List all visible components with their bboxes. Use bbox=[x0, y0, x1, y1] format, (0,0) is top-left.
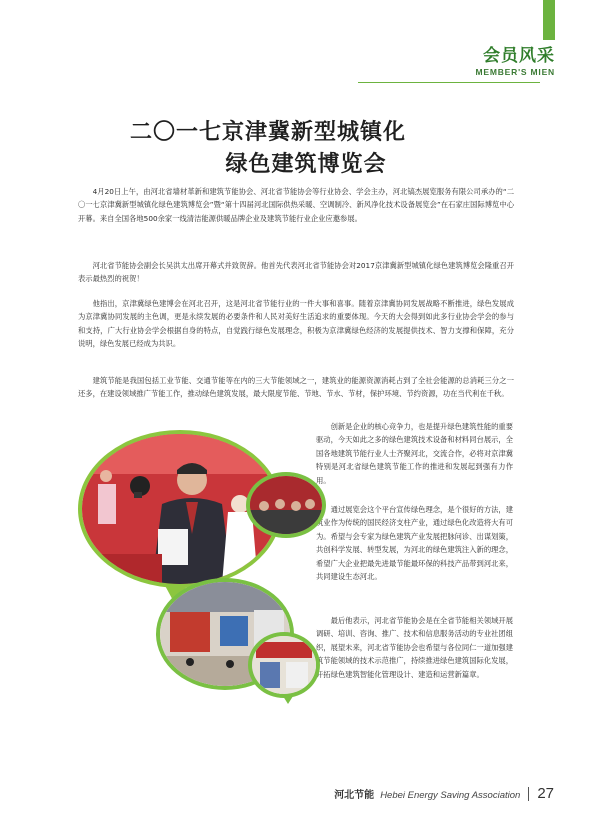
audience-photo bbox=[246, 472, 326, 538]
booth-photo bbox=[248, 632, 320, 698]
paragraph-1: 4月20日上午，由河北省墙材革新和建筑节能协会、河北省节能协会等行业协会、学会主办，河北镐杰展览服务有限公司承办的“二〇一七京津冀新型城镇化绿色建筑博览会”暨“第十四届河北国际供热采暖、空调制冷、新风净化技术设备展览会”在石家庄国际博览中心开幕。来自全国各地500余家一线清洁能源供暖品牌企业及建筑节能行业企业应邀参展。 bbox=[78, 187, 514, 223]
paragraph-4: 建筑节能是我国包括工业节能、交通节能等在内的三大节能领域之一，建筑业的能源资源消耗占到了全社会能源的总消耗三分之一还多，在建设领域推广节能工作，推动绿色建筑发展，最大限度节能、节地、节水、节材，保护环境、节约资源，功在当代利在千秋。 bbox=[78, 376, 514, 399]
page-footer bbox=[334, 785, 554, 802]
paragraph-6: 通过展览会这个平台宣传绿色理念，是个很好的方法，建筑业作为传统的国民经济支柱产业，通过绿色化改造将大有可为。希望与会专家为绿色建筑产业发展把脉问诊、出谋划策，共创科学发展、转型发展，为河北的绿色建筑注入新的理念，希望广大企业把最先进最节能最环保的科技产品带到河北来，共同建设生态河北。 bbox=[316, 505, 514, 582]
article-title-line2: 绿色建筑博览会 bbox=[225, 152, 387, 177]
page-number: 27 bbox=[537, 785, 554, 802]
article-title-line1: 二〇一七京津冀新型城镇化 bbox=[129, 120, 406, 145]
header-rule bbox=[358, 82, 540, 83]
footer-publication-cn: 河北节能 bbox=[334, 790, 375, 801]
corner-tab bbox=[543, 0, 555, 40]
paragraph-5: 创新是企业的核心竞争力，也是提升绿色建筑性能的重要驱动，今天如此之多的绿色建筑技术设备和材料同台展示，全国各地建筑节能行业人士齐聚河北，交流合作，必将对京津冀特别是河北省绿色建筑节能工作的推进和发展起到强有力作用。 bbox=[316, 422, 514, 485]
section-title: 会员风采 bbox=[483, 46, 555, 66]
paragraph-3: 他指出，京津冀绿色建博会在河北召开，这是河北省节能行业的一件大事和喜事。随着京津冀协同发展战略不断推进，绿色发展成为京津冀协同发展的主色调，更是永续发展的必要条件和人民对美好生活追求的重要体现。今天的大会得到如此多行业协会学会的参与和支持，广大行业协会学会根据自身的特点，自觉践行绿色发展理念，积极为京津冀绿色经济的发展提供技术、智力支撑和保障，充分说明，绿色发展已经成为共识。 bbox=[78, 299, 514, 349]
section-header bbox=[476, 46, 555, 77]
photo-collage bbox=[78, 430, 316, 720]
section-subtitle: MEMBER'S MIEN bbox=[475, 67, 555, 77]
paragraph-2: 河北省节能协会副会长吴洪太出席开幕式并致贺辞。他首先代表河北省节能协会对2017京津冀新型城镇化绿色建筑博览会隆重召开表示最热烈的祝贺！ bbox=[78, 261, 514, 284]
footer-publication-en: Hebei Energy Saving Association bbox=[380, 790, 521, 801]
paragraph-7: 最后他表示，河北省节能协会是在全省节能相关领域开展调研、培训、咨询、推广、技术和信息服务活动的专业社团组织，展望未来，河北省节能协会也希望与各位同仁一道加强建筑节能领域的技术示范推广，持续推进绿色建筑国际化发展，开拓绿色建筑智能化管理设计、建造和运营新篇章。 bbox=[316, 616, 514, 679]
footer-divider bbox=[528, 787, 529, 801]
